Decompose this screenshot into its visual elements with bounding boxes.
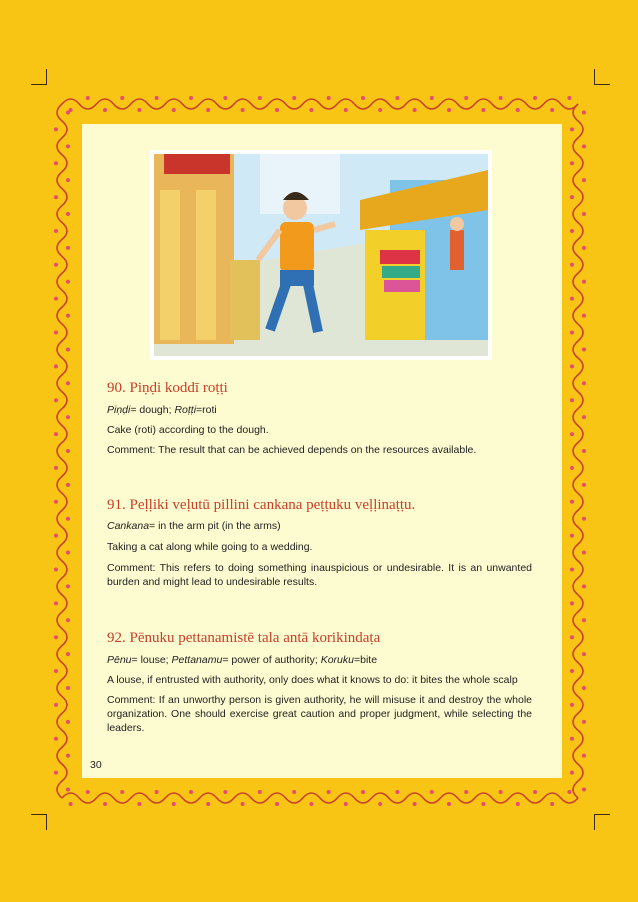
gloss-meaning: =bite — [353, 654, 378, 666]
border-dot — [570, 703, 574, 707]
border-dot — [327, 96, 331, 100]
border-dot — [582, 754, 586, 758]
border-dot — [378, 108, 382, 112]
border-dot — [582, 415, 586, 419]
gloss-term: Pettanamu — [171, 654, 223, 666]
border-dot — [54, 195, 58, 199]
border-wave — [62, 793, 578, 803]
proverb-translation: Taking a cat along while going to a wedding. — [107, 541, 313, 553]
border-dot — [582, 110, 586, 114]
border-dot — [567, 96, 571, 100]
proverb-heading: 92. Pēnuku pettanamistē tala antā korikindaṭa — [107, 630, 381, 646]
border-dot — [361, 790, 365, 794]
border-dot — [582, 551, 586, 555]
gloss-meaning: =roti — [196, 404, 217, 416]
page-number: 30 — [90, 759, 102, 771]
border-dot — [103, 802, 107, 806]
border-dot — [241, 802, 245, 806]
border-dot — [66, 449, 70, 453]
proverb-gloss — [107, 653, 532, 667]
border-dot — [189, 96, 193, 100]
proverb-translation: Cake (roti) according to the dough. — [107, 424, 269, 436]
gloss-term: Koruku — [320, 654, 354, 666]
border-dot — [570, 364, 574, 368]
border-dot — [550, 108, 554, 112]
border-dot — [361, 96, 365, 100]
border-dot — [66, 584, 70, 588]
border-dot — [309, 108, 313, 112]
border-dot — [516, 108, 520, 112]
border-dot — [120, 96, 124, 100]
border-dot — [66, 212, 70, 216]
proverb-90 — [107, 379, 532, 457]
border-dot — [582, 381, 586, 385]
border-dot — [66, 347, 70, 351]
border-dot — [66, 754, 70, 758]
border-dot — [223, 790, 227, 794]
border-dot — [189, 790, 193, 794]
border-dot — [172, 108, 176, 112]
border-dot — [54, 500, 58, 504]
border-dot — [582, 483, 586, 487]
border-dot — [582, 280, 586, 284]
border-dot — [54, 127, 58, 131]
border-dot — [66, 788, 70, 792]
proverb-92 — [107, 629, 532, 735]
border-dot — [570, 635, 574, 639]
gloss-meaning: = in the arm pit (in the arms) — [149, 520, 281, 532]
border-dot — [66, 280, 70, 284]
border-dot — [54, 737, 58, 741]
border-dot — [533, 96, 537, 100]
border-dot — [570, 398, 574, 402]
border-dot — [66, 551, 70, 555]
proverb-gloss — [107, 519, 532, 533]
border-dot — [499, 96, 503, 100]
proverb-translation: A louse, if entrusted with authority, only does what it knows to do: it bites the whole scalp — [107, 674, 518, 686]
border-dot — [66, 381, 70, 385]
border-dot — [86, 96, 90, 100]
border-dot — [206, 802, 210, 806]
border-dot — [66, 144, 70, 148]
border-dot — [447, 108, 451, 112]
border-dot — [66, 178, 70, 182]
border-dot — [54, 432, 58, 436]
border-dot — [516, 802, 520, 806]
border-dot — [570, 771, 574, 775]
proverb-91 — [107, 496, 532, 589]
border-dot — [172, 802, 176, 806]
border-dot — [66, 483, 70, 487]
border-dot — [395, 96, 399, 100]
proverb-comment: Comment: This refers to doing something inauspicious or undesirable. It is an unwanted burden and might lead to undesirable results. — [107, 562, 532, 588]
gloss-term: Cankana — [107, 520, 150, 532]
border-dot — [481, 108, 485, 112]
border-dot — [570, 195, 574, 199]
gloss-term: Pēnu — [107, 654, 132, 666]
border-dot — [550, 802, 554, 806]
gloss-term: Piṇḍi — [107, 404, 131, 416]
border-dot — [344, 802, 348, 806]
border-wave — [573, 104, 583, 798]
border-dot — [582, 347, 586, 351]
border-dot — [137, 108, 141, 112]
border-dot — [103, 108, 107, 112]
border-dot — [54, 229, 58, 233]
proverb-gloss — [107, 403, 532, 417]
border-dot — [582, 314, 586, 318]
border-dot — [570, 601, 574, 605]
border-dot — [582, 449, 586, 453]
border-dot — [54, 331, 58, 335]
border-dot — [258, 96, 262, 100]
border-dot — [582, 178, 586, 182]
border-dot — [54, 398, 58, 402]
gloss-meaning: = dough; — [130, 404, 175, 416]
border-dot — [327, 790, 331, 794]
border-dot — [69, 802, 73, 806]
border-dot — [86, 790, 90, 794]
border-dot — [54, 669, 58, 673]
scene-illustration — [150, 150, 492, 360]
border-dot — [582, 652, 586, 656]
border-dot — [66, 246, 70, 250]
border-dot — [275, 108, 279, 112]
gloss-meaning: = louse; — [131, 654, 172, 666]
border-dot — [258, 790, 262, 794]
border-dot — [499, 790, 503, 794]
border-dot — [570, 297, 574, 301]
border-dot — [533, 790, 537, 794]
border-dot — [378, 802, 382, 806]
border-dot — [430, 790, 434, 794]
border-dot — [570, 500, 574, 504]
gloss-term: Roṭṭi — [174, 404, 197, 416]
border-dot — [570, 466, 574, 470]
border-dot — [567, 790, 571, 794]
border-dot — [54, 161, 58, 165]
border-dot — [66, 110, 70, 114]
border-dot — [582, 788, 586, 792]
border-dot — [481, 802, 485, 806]
border-wave — [62, 99, 578, 109]
border-dot — [395, 790, 399, 794]
border-dot — [66, 314, 70, 318]
border-dot — [155, 96, 159, 100]
border-dot — [54, 601, 58, 605]
border-dot — [344, 108, 348, 112]
border-dot — [54, 364, 58, 368]
border-dot — [464, 790, 468, 794]
border-dot — [570, 127, 574, 131]
border-dot — [582, 517, 586, 521]
proverb-heading: 91. Peḷḷiki veḷutū pillini cankana peṭṭuku veḷḷinaṭṭu. — [107, 497, 416, 513]
proverb-comment: Comment: The result that can be achieved depends on the resources available. — [107, 444, 477, 456]
border-dot — [582, 212, 586, 216]
border-dot — [137, 802, 141, 806]
border-dot — [66, 652, 70, 656]
border-dot — [66, 415, 70, 419]
border-dot — [309, 802, 313, 806]
border-dot — [66, 720, 70, 724]
border-dot — [570, 161, 574, 165]
border-dot — [447, 802, 451, 806]
proverb-comment: Comment: If an unworthy person is given authority, he will misuse it and destroy the whole organization. One should exercise great caution and proper judgment, while selecting the leaders. — [107, 694, 532, 734]
gloss-meaning: = power of authority; — [222, 654, 321, 666]
border-dot — [66, 517, 70, 521]
border-dot — [54, 466, 58, 470]
border-dot — [292, 96, 296, 100]
border-dot — [155, 790, 159, 794]
border-dot — [570, 534, 574, 538]
border-dot — [223, 96, 227, 100]
border-dot — [54, 297, 58, 301]
border-dot — [206, 108, 210, 112]
border-dot — [570, 737, 574, 741]
border-dot — [582, 618, 586, 622]
border-dot — [464, 96, 468, 100]
border-dot — [582, 584, 586, 588]
border-dot — [54, 635, 58, 639]
border-dot — [54, 534, 58, 538]
border-dot — [54, 263, 58, 267]
border-dot — [570, 432, 574, 436]
border-dot — [54, 771, 58, 775]
border-dot — [582, 686, 586, 690]
border-dot — [54, 567, 58, 571]
border-dot — [570, 331, 574, 335]
border-dot — [54, 703, 58, 707]
border-dot — [582, 246, 586, 250]
border-dot — [570, 229, 574, 233]
border-dot — [570, 263, 574, 267]
border-dot — [66, 686, 70, 690]
border-dot — [275, 802, 279, 806]
border-dot — [570, 567, 574, 571]
border-dot — [570, 669, 574, 673]
border-dot — [582, 144, 586, 148]
border-dot — [120, 790, 124, 794]
border-dot — [413, 802, 417, 806]
border-dot — [66, 618, 70, 622]
border-dot — [241, 108, 245, 112]
border-dot — [413, 108, 417, 112]
border-wave — [57, 104, 67, 798]
border-dot — [292, 790, 296, 794]
proverb-heading: 90. Piṇḍi koddī roṭṭi — [107, 380, 228, 396]
border-dot — [582, 720, 586, 724]
border-dot — [430, 96, 434, 100]
